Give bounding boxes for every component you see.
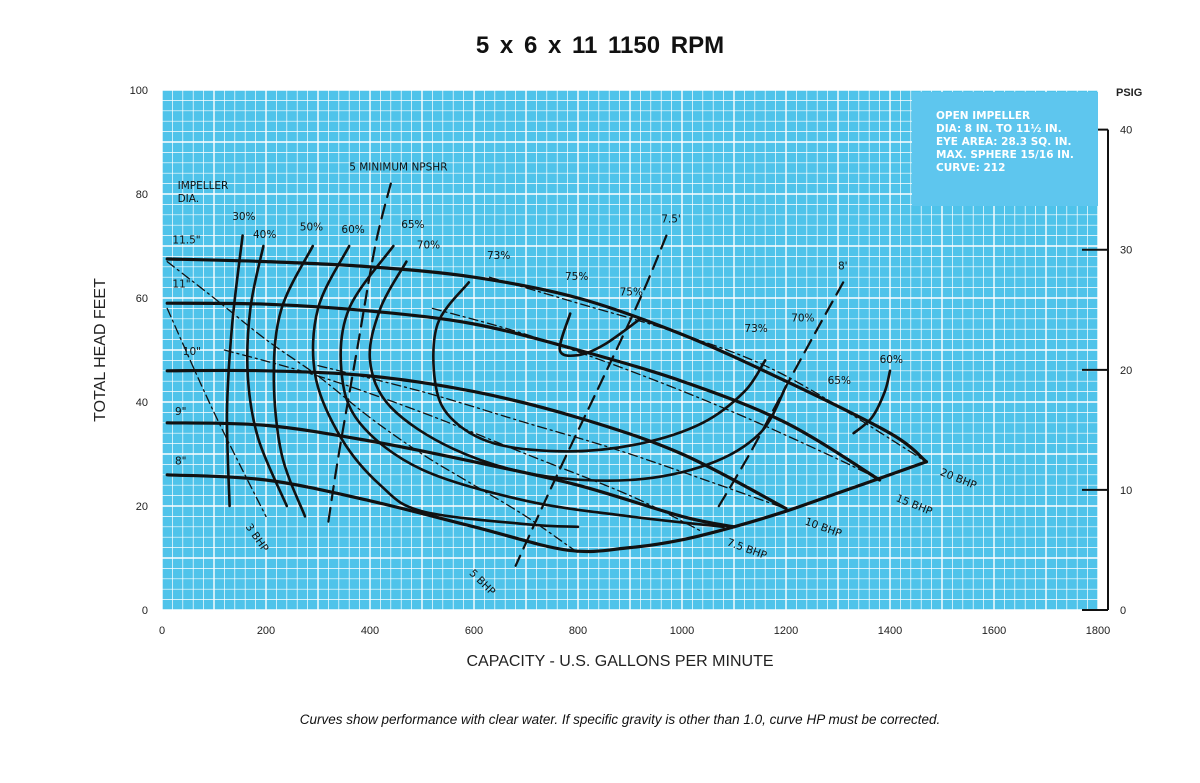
y-tick-label: 40 bbox=[135, 397, 148, 409]
chart-annotation: 65% bbox=[401, 218, 425, 231]
x-tick-label: 0 bbox=[158, 625, 166, 637]
chart-annotation: 30% bbox=[232, 211, 256, 223]
chart-annotation: 10" bbox=[182, 346, 202, 359]
y2-tick-label: 20 bbox=[1120, 364, 1133, 377]
x-tick-label: 400 bbox=[360, 625, 380, 637]
chart-annotation: 7.5' bbox=[661, 213, 681, 226]
x-tick-label: 800 bbox=[568, 625, 588, 637]
chart-annotation: 11" bbox=[172, 278, 191, 291]
pump-info-box bbox=[912, 92, 1098, 206]
chart-annotation: 15 BHP bbox=[894, 492, 934, 518]
y2-axis-title: PSIG bbox=[1116, 87, 1143, 99]
chart-annotation: 70% bbox=[416, 239, 441, 252]
y2-tick-label: 30 bbox=[1120, 244, 1133, 257]
y-axis-title: TOTAL HEAD FEET bbox=[92, 278, 109, 422]
chart-annotation: 73% bbox=[744, 322, 768, 335]
chart-annotation: 10 BHP bbox=[803, 515, 844, 541]
chart-annotation: 3 BHP bbox=[242, 521, 271, 555]
chart-annotation: 75% bbox=[565, 270, 589, 283]
chart-annotation: 11.5" bbox=[172, 234, 201, 247]
chart-annotation: 70% bbox=[791, 312, 815, 325]
y2-tick-label: 40 bbox=[1120, 124, 1133, 137]
y-tick-label: 80 bbox=[135, 189, 148, 201]
chart-title: 5 x 6 x 11 1150 RPM bbox=[475, 32, 725, 59]
x-tick-label: 1800 bbox=[1085, 625, 1111, 637]
x-tick-label: 1400 bbox=[877, 625, 903, 637]
footnote: Curves show performance with clear water. If specific gravity is other than 1.0, curve HP must be corrected. bbox=[299, 712, 941, 727]
y-tick-label: 60 bbox=[135, 293, 148, 305]
chart-annotation: 7.5 BHP bbox=[725, 536, 769, 563]
chart-annotation: 5 BHP bbox=[466, 567, 498, 598]
y-tick-label: 20 bbox=[135, 501, 148, 513]
chart-annotation: 20 BHP bbox=[938, 466, 979, 492]
x-tick-label: 1000 bbox=[669, 625, 695, 637]
info-line: OPEN IMPELLER bbox=[936, 110, 1031, 122]
chart-annotation: IMPELLER bbox=[177, 179, 229, 192]
chart-annotation: 60% bbox=[341, 224, 365, 236]
chart-annotation: 5 MINIMUM NPSHR bbox=[349, 161, 448, 174]
chart-annotation: DIA. bbox=[177, 192, 200, 205]
chart-annotation: 65% bbox=[827, 374, 851, 387]
y-tick-label: 0 bbox=[141, 605, 148, 617]
chart-annotation: 50% bbox=[299, 221, 324, 234]
x-tick-label: 600 bbox=[464, 625, 484, 637]
chart-annotation: 60% bbox=[879, 354, 903, 366]
chart-annotation: 73% bbox=[487, 250, 511, 262]
chart-annotation: 75% bbox=[619, 286, 643, 299]
info-line: MAX. SPHERE 15/16 IN. bbox=[936, 149, 1074, 161]
y-tick-label: 100 bbox=[129, 85, 148, 97]
x-tick-label: 1600 bbox=[981, 625, 1007, 637]
info-line: EYE AREA: 28.3 SQ. IN. bbox=[936, 136, 1072, 148]
y2-tick-label: 0 bbox=[1120, 605, 1127, 617]
info-line: DIA: 8 IN. TO 11½ IN. bbox=[936, 123, 1062, 135]
chart-annotation: 8' bbox=[838, 260, 848, 273]
x-tick-label: 200 bbox=[256, 625, 276, 637]
x-tick-label: 1200 bbox=[773, 625, 799, 637]
y2-tick-label: 10 bbox=[1120, 484, 1133, 497]
chart-annotation: 9" bbox=[175, 406, 187, 418]
info-line: CURVE: 212 bbox=[936, 162, 1006, 174]
chart-annotation: 40% bbox=[253, 229, 277, 242]
x-axis-title: CAPACITY - U.S. GALLONS PER MINUTE bbox=[466, 653, 774, 670]
chart-annotation: 8" bbox=[175, 455, 187, 468]
